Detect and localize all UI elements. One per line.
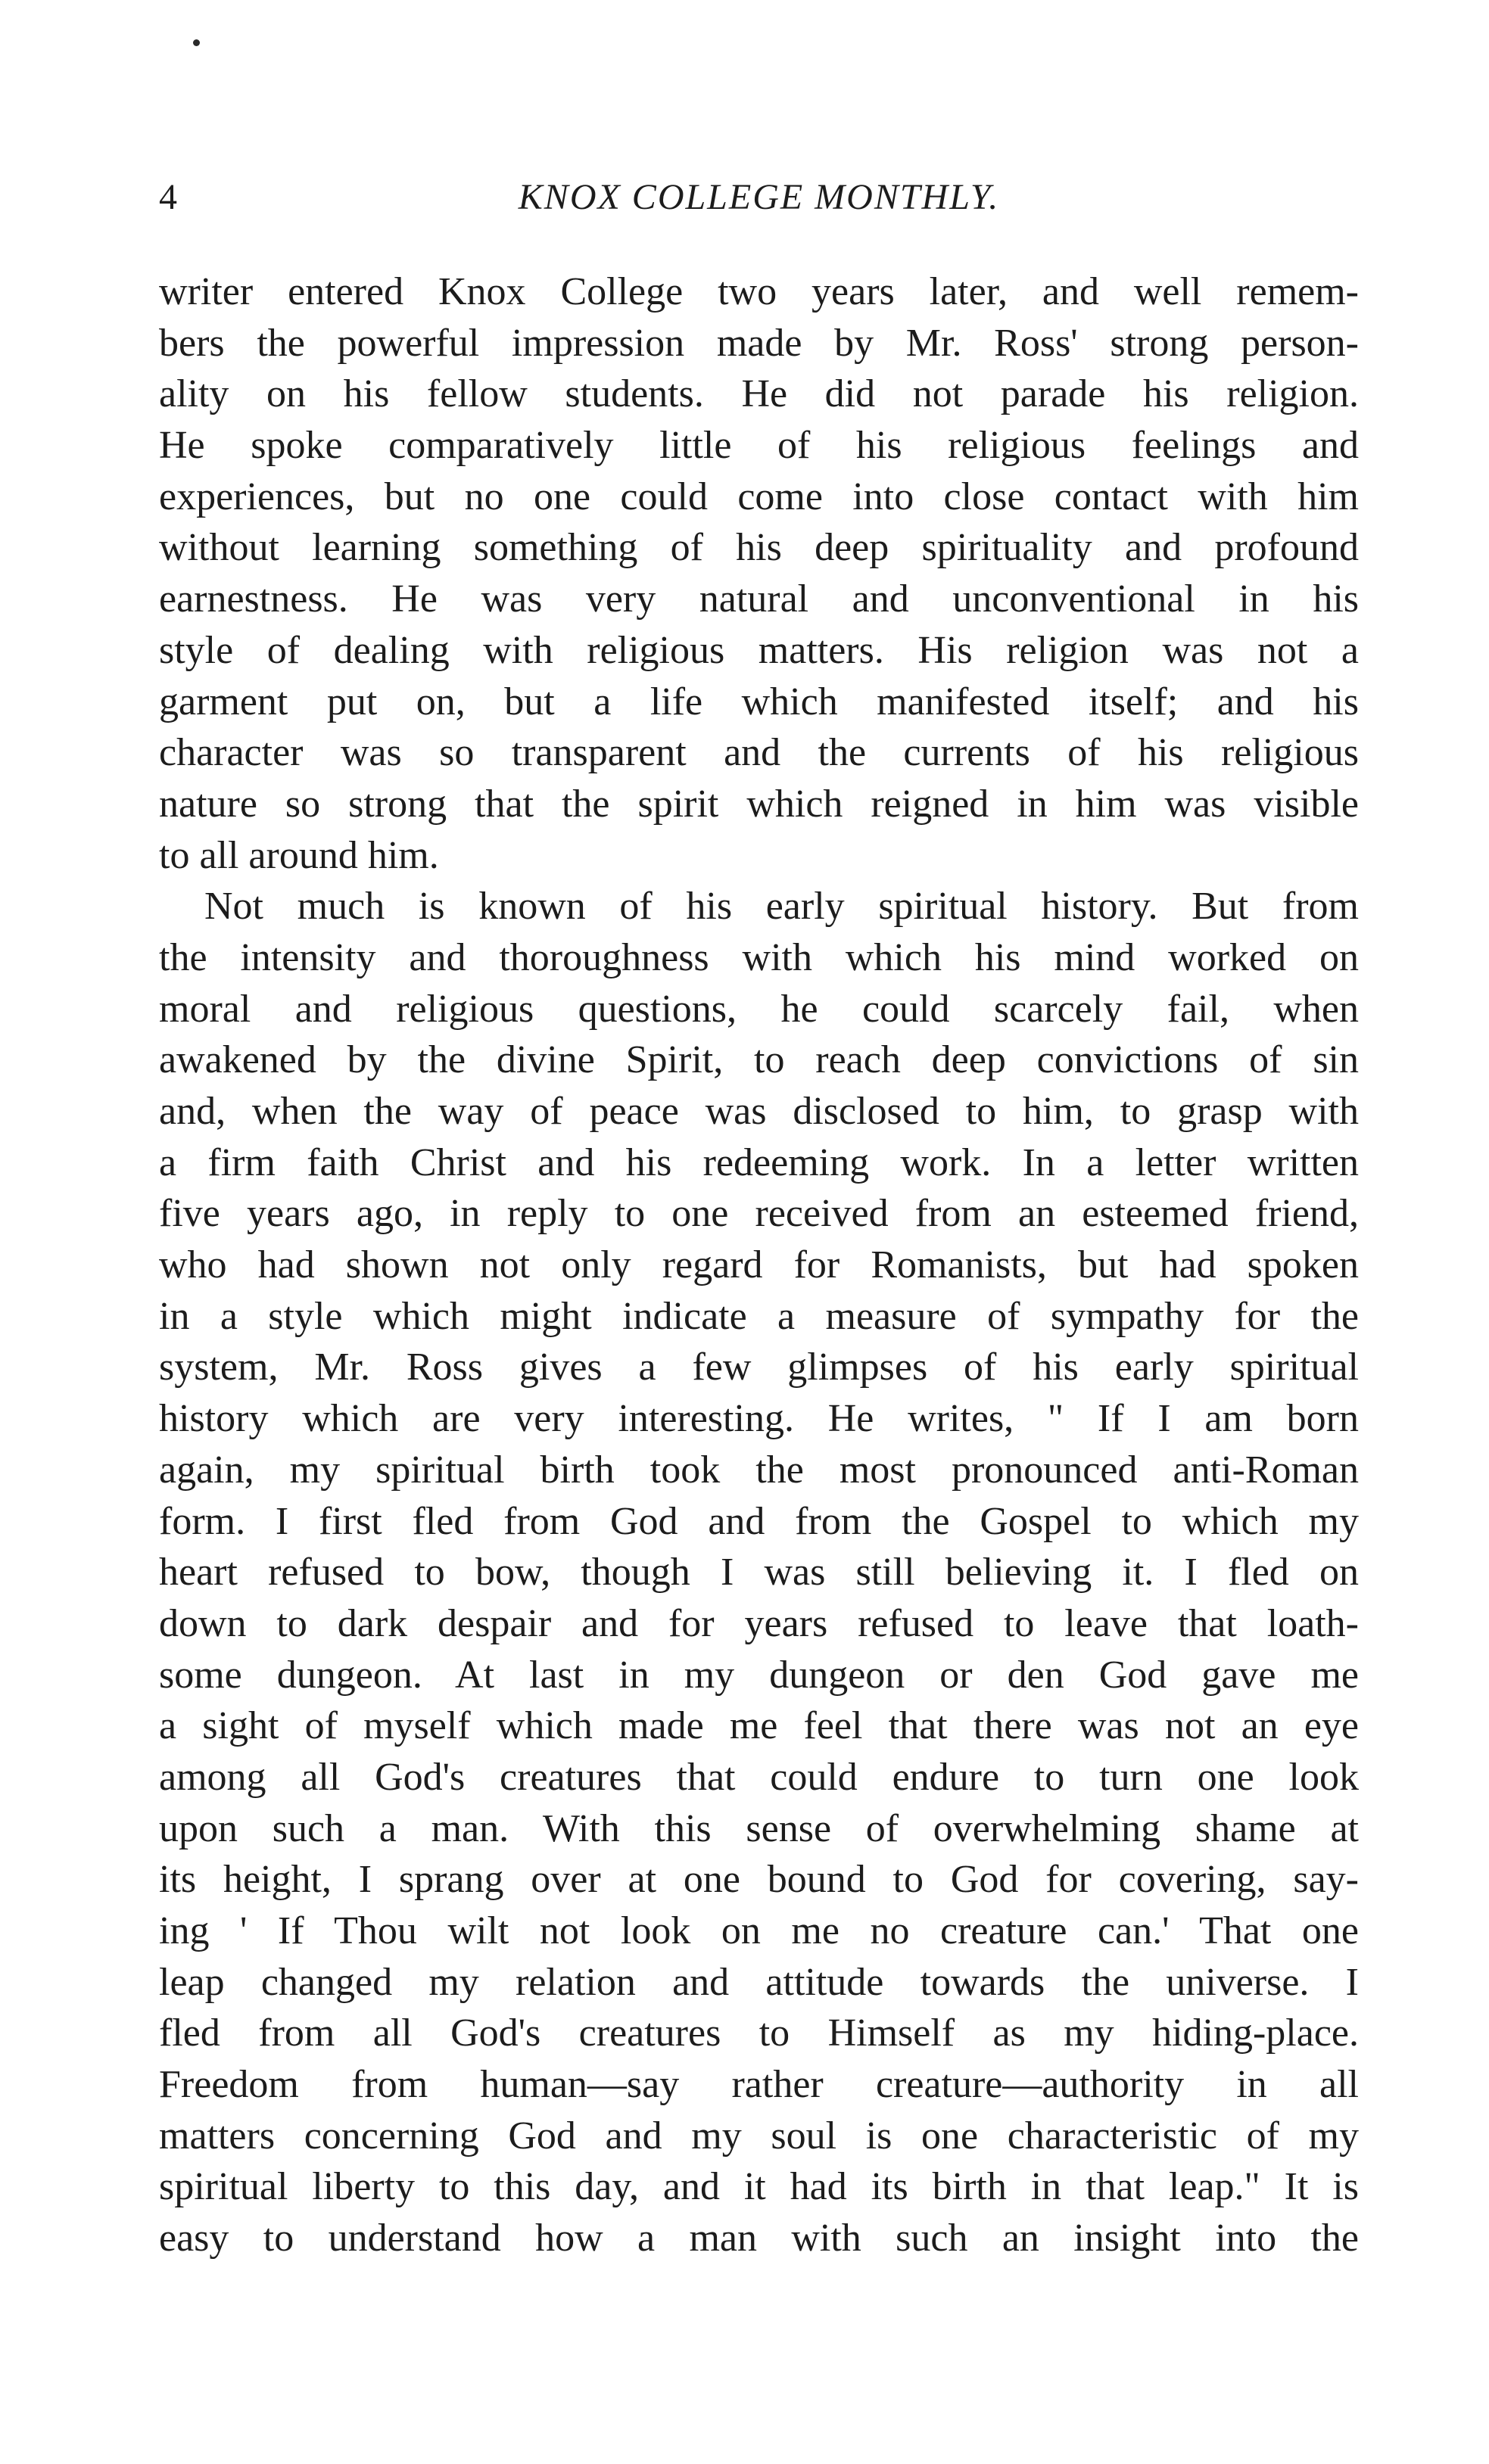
text-line: some dungeon. At last in my dungeon or den God gave me — [159, 1653, 1359, 1697]
text-line: heart refused to bow, though I was still believing it. I fled on — [159, 1551, 1359, 1594]
text-line: He spoke comparatively little of his religious feelings and — [159, 424, 1359, 468]
text-line: the intensity and thoroughness with which his mind worked on — [159, 935, 1359, 979]
text-line: and, when the way of peace was disclosed to him, to grasp with — [159, 1090, 1359, 1133]
text-line: writer entered Knox College two years later, and well remem- — [159, 270, 1359, 313]
text-line: again, my spiritual birth took the most pronounced anti-Roman — [159, 1448, 1359, 1492]
page-header — [159, 171, 1359, 224]
ink-speck — [193, 39, 200, 46]
text-line: ing ' If Thou wilt not look on me no creature can.' That one — [159, 1909, 1359, 1952]
text-line: experiences, but no one could come into close contact with him — [159, 474, 1359, 518]
text-line: style of dealing with religious matters. His religion was not a — [159, 628, 1359, 672]
running-head: KNOX COLLEGE MONTHLY. — [518, 177, 1000, 217]
text-line: bers the powerful impression made by Mr. Ross' strong person- — [159, 321, 1359, 365]
text-line: easy to understand how a man with such an insight into the — [159, 2217, 1359, 2260]
text-line: five years ago, in reply to one received from an esteemed friend, — [159, 1192, 1359, 1236]
text-line: Not much is known of his early spiritual history. But from — [204, 885, 1359, 929]
text-line: history which are very interesting. He writes, " If I am born — [159, 1397, 1359, 1441]
text-line: Freedom from human—say rather creature—authority in all — [159, 2063, 1359, 2107]
text-line: fled from all God's creatures to Himself as my hiding-place. — [159, 2011, 1359, 2055]
text-line: moral and religious questions, he could scarcely fail, when — [159, 987, 1359, 1031]
page-number: 4 — [159, 177, 177, 217]
text-line: leap changed my relation and attitude towards the universe. I — [159, 1960, 1359, 2004]
text-line: system, Mr. Ross gives a few glimpses of his early spiritual — [159, 1346, 1359, 1389]
text-line: a firm faith Christ and his redeeming work. In a letter written — [159, 1140, 1359, 1184]
text-line: to all around him. — [159, 833, 439, 877]
text-line: its height, I sprang over at one bound to God for covering, say- — [159, 1858, 1359, 1902]
text-line: nature so strong that the spirit which reigned in him was visible — [159, 782, 1359, 826]
body-text — [159, 266, 1359, 2264]
text-line: matters concerning God and my soul is one characteristic of my — [159, 2114, 1359, 2158]
text-line: garment put on, but a life which manifested itself; and his — [159, 680, 1359, 723]
text-line: a sight of myself which made me feel that there was not an eye — [159, 1704, 1359, 1748]
text-line: spiritual liberty to this day, and it had its birth in that leap." It is — [159, 2165, 1359, 2209]
text-line: ality on his fellow students. He did not parade his religion. — [159, 372, 1359, 416]
text-line: among all God's creatures that could endure to turn one look — [159, 1755, 1359, 1799]
text-line: form. I first fled from God and from the Gospel to which my — [159, 1499, 1359, 1543]
text-line: without learning something of his deep spirituality and profound — [159, 526, 1359, 570]
text-line: who had shown not only regard for Romanists, but had spoken — [159, 1243, 1359, 1287]
text-line: earnestness. He was very natural and unconventional in his — [159, 577, 1359, 621]
text-line: down to dark despair and for years refused to leave that loath- — [159, 1601, 1359, 1645]
text-line: in a style which might indicate a measure of sympathy for the — [159, 1294, 1359, 1338]
text-line: character was so transparent and the currents of his religious — [159, 731, 1359, 775]
text-line: upon such a man. With this sense of overwhelming shame at — [159, 1806, 1359, 1850]
text-line: awakened by the divine Spirit, to reach deep convictions of sin — [159, 1038, 1359, 1082]
